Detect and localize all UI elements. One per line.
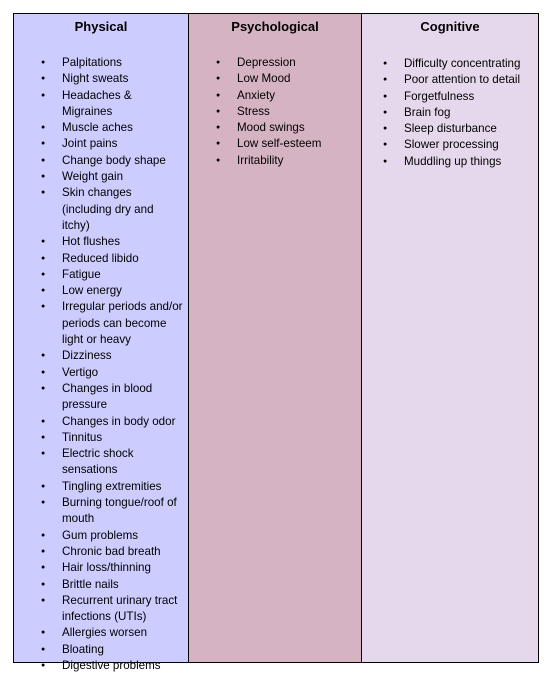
list-item: ● Changes in body odor [14, 414, 184, 430]
list-item: ● Irregular periods and/or periods can become light or heavy [14, 299, 184, 348]
list-item: ● Stress [189, 104, 357, 120]
list-item: ● Change body shape [14, 153, 184, 169]
list-item: ● Hot flushes [14, 234, 184, 250]
psychological-list [189, 39, 361, 169]
psychological-column [188, 14, 361, 662]
list-item: ● Joint pains [14, 136, 184, 152]
list-item: ● Anxiety [189, 88, 357, 104]
list-item: ● Changes in blood pressure [14, 381, 184, 414]
list-item: ● Vertigo [14, 365, 184, 381]
list-item: ● Low energy [14, 283, 184, 299]
list-item: ● Low Mood [189, 71, 357, 87]
list-item: ● Mood swings [189, 120, 357, 136]
list-item: ● Difficulty concentrating [362, 56, 534, 72]
physical-list [14, 39, 188, 674]
list-item: ● Low self-esteem [189, 136, 357, 152]
list-item: ● Digestive problems [14, 658, 184, 674]
list-item: ● Brain fog [362, 105, 534, 121]
cognitive-column [361, 14, 538, 662]
list-item: ● Skin changes (including dry and itchy) [14, 185, 184, 234]
list-item: ● Headaches & Migraines [14, 88, 184, 121]
psychological-header: Psychological [231, 19, 319, 34]
list-item: ● Slower processing [362, 137, 534, 153]
list-item: ● Electric shock sensations [14, 446, 184, 479]
list-item: ● Tinnitus [14, 430, 184, 446]
list-item: ● Chronic bad breath [14, 544, 184, 560]
list-item: ● Gum problems [14, 528, 184, 544]
list-item: ● Reduced libido [14, 251, 184, 267]
list-item: ● Burning tongue/roof of mouth [14, 495, 184, 528]
list-item: ● Palpitations [14, 55, 184, 71]
list-item: ● Tingling extremities [14, 479, 184, 495]
list-item: ● Allergies worsen [14, 625, 184, 641]
symptoms-table [13, 13, 539, 672]
list-item: ● Weight gain [14, 169, 184, 185]
physical-column [14, 14, 188, 672]
physical-header: Physical [74, 19, 128, 34]
list-item: ● Muddling up things [362, 154, 534, 170]
list-item: ● Forgetfulness [362, 89, 534, 105]
list-item: ● Depression [189, 55, 357, 71]
list-item: ● Muscle aches [14, 120, 184, 136]
list-item: ● Dizziness [14, 348, 184, 364]
list-item: ● Night sweats [14, 71, 184, 87]
list-item: ● Recurrent urinary tract infections (UTIs) [14, 593, 184, 626]
list-item: ● Hair loss/thinning [14, 560, 184, 576]
list-item: ● Sleep disturbance [362, 121, 534, 137]
list-item: ● Irritability [189, 153, 357, 169]
cognitive-list [362, 39, 538, 170]
cognitive-header: Cognitive [420, 19, 480, 34]
list-item: ● Fatigue [14, 267, 184, 283]
list-item: ● Poor attention to detail [362, 72, 534, 88]
list-item: ● Brittle nails [14, 577, 184, 593]
list-item: ● Bloating [14, 642, 184, 658]
